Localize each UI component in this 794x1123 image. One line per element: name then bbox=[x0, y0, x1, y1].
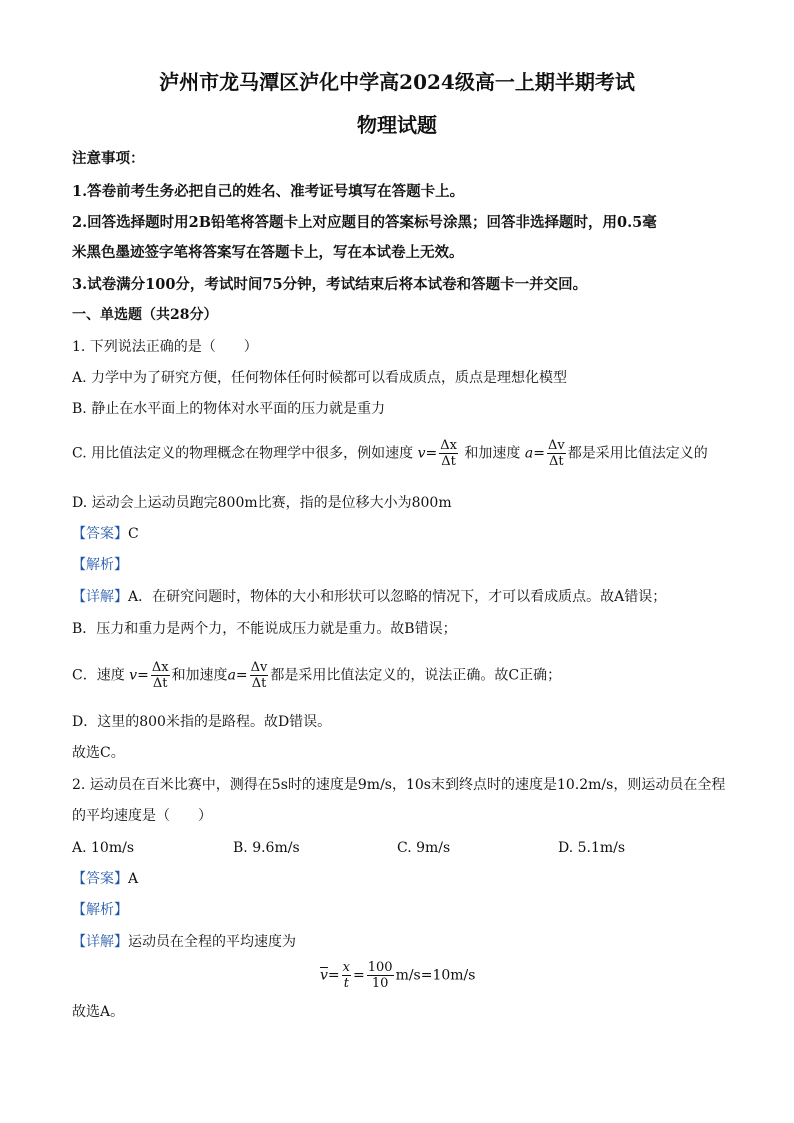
q1-stem: 1. 下列说法正确的是（ ） bbox=[72, 339, 258, 355]
fraction-dv-dt bbox=[547, 438, 566, 469]
fraction-numerator: Δx bbox=[440, 438, 457, 453]
q1-detail-b: B．压力和重力是两个力，不能说成压力就是重力。故B错误； bbox=[72, 621, 457, 637]
fraction-denominator: Δt bbox=[549, 454, 564, 469]
notice-item-2b: 米黑色墨迹签字笔将答案写在答题卡上，写在本试卷上无效。 bbox=[72, 244, 464, 261]
math-a: a bbox=[227, 667, 236, 684]
q1-detail-c bbox=[72, 660, 722, 691]
q2-conclusion: 故选A。 bbox=[72, 1004, 125, 1020]
q2-detail bbox=[72, 933, 722, 951]
q1-option-c bbox=[72, 438, 722, 469]
notice-item-1: 1.答卷前考生务必把自己的姓名、准考证号填写在答题卡上。 bbox=[72, 183, 465, 200]
answer-label: 【答案】 bbox=[72, 526, 128, 542]
q1-option-c-middle: 和加速度 bbox=[464, 445, 521, 462]
fraction-denominator: t bbox=[343, 976, 349, 991]
q2-analysis-label: 【解析】 bbox=[72, 902, 128, 918]
detail-c-prefix: C．速度 bbox=[72, 667, 125, 684]
q1-option-c-prefix: C. 用比值法定义的物理概念在物理学中很多，例如速度 bbox=[72, 445, 414, 462]
q1-conclusion: 故选C。 bbox=[72, 745, 125, 761]
math-v: v bbox=[417, 445, 426, 462]
q1-option-c-suffix: 都是采用比值法定义的 bbox=[567, 445, 708, 462]
q1-option-d: D. 运动会上运动员跑完800m比赛，指的是位移大小为800m bbox=[72, 495, 452, 511]
q2-equation bbox=[320, 960, 475, 991]
fraction-dv-dt bbox=[250, 660, 269, 691]
fraction-denominator: Δt bbox=[441, 454, 456, 469]
math-equals: = bbox=[533, 445, 545, 462]
q2-option-c: C. 9m/s bbox=[397, 840, 451, 856]
q2-option-a: A. 10m/s bbox=[72, 840, 135, 856]
answer-value: C bbox=[128, 526, 139, 542]
fraction-denominator: Δt bbox=[251, 676, 267, 691]
math-equals: = bbox=[137, 667, 149, 684]
q2-option-d: D. 5.1m/s bbox=[558, 840, 626, 856]
math-equals: = bbox=[425, 445, 438, 462]
detail-label: 【详解】 bbox=[72, 589, 128, 605]
math-equals: = bbox=[235, 667, 248, 684]
q1-detail-a bbox=[72, 588, 722, 606]
detail-label: 【详解】 bbox=[72, 934, 128, 950]
exam-subtitle: 物理试题 bbox=[357, 113, 437, 137]
q1-analysis-label: 【解析】 bbox=[72, 557, 128, 573]
notice-heading: 注意事项： bbox=[72, 150, 145, 167]
notice-item-3: 3.试卷满分100分，考试时间75分钟，考试结束后将本试卷和答题卡一并交回。 bbox=[72, 276, 588, 293]
fraction-numerator: x bbox=[342, 960, 350, 975]
math-v-bar: $\overline{v}$ bbox=[320, 967, 328, 984]
notice-item-2a: 2.回答选择题时用2B铅笔将答题卡上对应题目的答案标号涂黑；回答非选择题时，用0.5毫 bbox=[72, 214, 657, 231]
math-v: v bbox=[129, 667, 138, 684]
fraction-numerator: Δv bbox=[250, 660, 268, 675]
q2-answer bbox=[72, 870, 722, 888]
answer-value: A bbox=[128, 871, 139, 887]
fraction-numerator: Δv bbox=[547, 438, 565, 453]
answer-label: 【答案】 bbox=[72, 871, 128, 887]
detail-c-middle: 和加速度 bbox=[171, 667, 228, 684]
q1-option-b: B. 静止在水平面上的物体对水平面的压力就是重力 bbox=[72, 401, 386, 417]
fraction-dx-dt bbox=[151, 660, 170, 691]
fraction-denominator: 10 bbox=[371, 976, 389, 991]
fraction-dx-dt bbox=[439, 438, 458, 469]
detail-text: 运动员在全程的平均速度为 bbox=[128, 934, 296, 950]
q1-answer bbox=[72, 525, 722, 543]
fraction-100-10 bbox=[367, 960, 394, 991]
math-equals: = bbox=[327, 967, 340, 984]
q1-detail-d: D．这里的800米指的是路程。故D错误。 bbox=[72, 714, 332, 730]
equation-unit: m/s=10m/s bbox=[395, 967, 476, 984]
fraction-x-t bbox=[342, 960, 351, 991]
detail-text: A．在研究问题时，物体的大小和形状可以忽略的情况下，才可以看成质点。故A错误； bbox=[128, 589, 667, 605]
fraction-numerator: Δx bbox=[151, 660, 169, 675]
math-a: a bbox=[524, 445, 534, 462]
fraction-denominator: Δt bbox=[152, 676, 168, 691]
section-heading: 一、单选题（共28分） bbox=[72, 307, 218, 323]
q2-stem-line2: 的平均速度是（ ） bbox=[72, 808, 212, 824]
q2-stem-line1: 2. 运动员在百米比赛中，测得在5s时的速度是9m/s，10s末到终点时的速度是10.2m/s，则运动员在全程 bbox=[72, 777, 726, 793]
q1-option-a: A. 力学中为了研究方便，任何物体任何时候都可以看成质点，质点是理想化模型 bbox=[72, 370, 568, 386]
detail-c-suffix: 都是采用比值法定义的，说法正确。故C正确； bbox=[270, 667, 562, 684]
math-equals: = bbox=[353, 967, 365, 984]
fraction-numerator: 100 bbox=[367, 960, 393, 975]
exam-title: 泸州市龙马潭区泸化中学高2024级高一上期半期考试 bbox=[159, 70, 635, 94]
q2-option-b: B. 9.6m/s bbox=[233, 840, 300, 856]
